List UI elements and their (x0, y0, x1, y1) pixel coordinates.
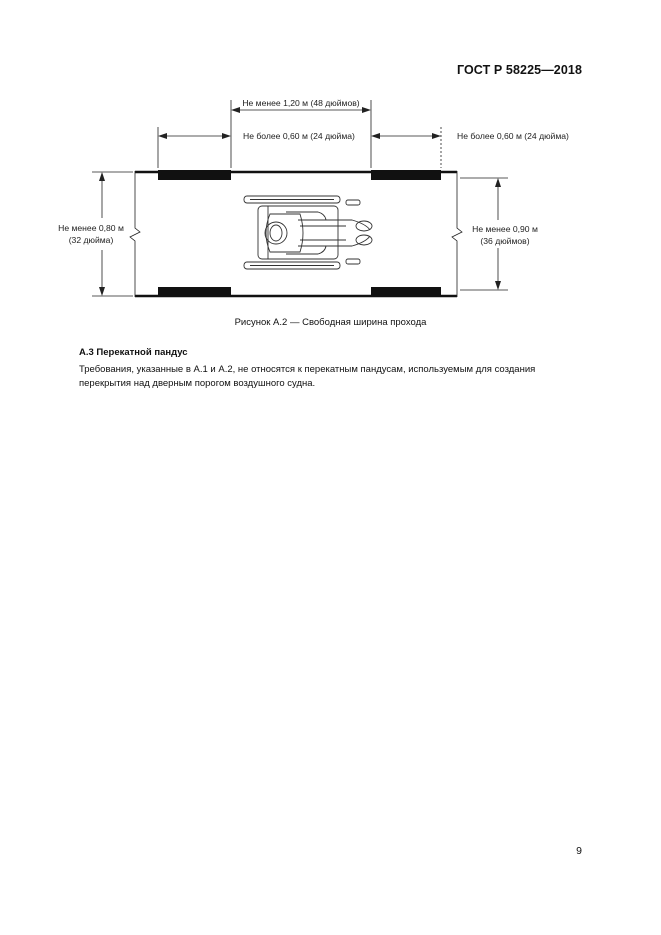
dim-left-label-1: Не менее 0,80 м (58, 223, 124, 233)
dim-right-label-2: (36 дюймов) (480, 236, 530, 246)
wheelchair-user-icon (244, 196, 372, 269)
section-paragraph: Требования, указанные в А.1 и А.2, не относятся к перекатным пандусам, используемым для создания перекрытия над дверным порогом воздушного судна. (79, 364, 536, 389)
standard-code: ГОСТ Р 58225—2018 (456, 63, 582, 77)
dim-total-label: Не менее 1,20 м (48 дюймов) (242, 98, 360, 108)
dimension-left-width (58, 172, 133, 296)
passage-width-figure (0, 0, 661, 340)
dim-right-label-1: Не менее 0,90 м (472, 224, 538, 234)
section-heading: А.3 Перекатной пандус (79, 347, 188, 358)
page-number: 9 (576, 845, 582, 857)
dim-left-door-label: Не более 0,60 м (24 дюйма) (243, 131, 355, 141)
dimension-left-door (158, 127, 355, 168)
dimension-right-door (371, 127, 569, 168)
passage-walls (130, 170, 462, 297)
figure-caption: Рисунок А.2 — Свободная ширина прохода (234, 317, 427, 328)
dimension-right-width (460, 178, 538, 290)
dim-left-label-2: (32 дюйма) (68, 235, 114, 245)
dim-right-door-label: Не более 0,60 м (24 дюйма) (457, 131, 569, 141)
